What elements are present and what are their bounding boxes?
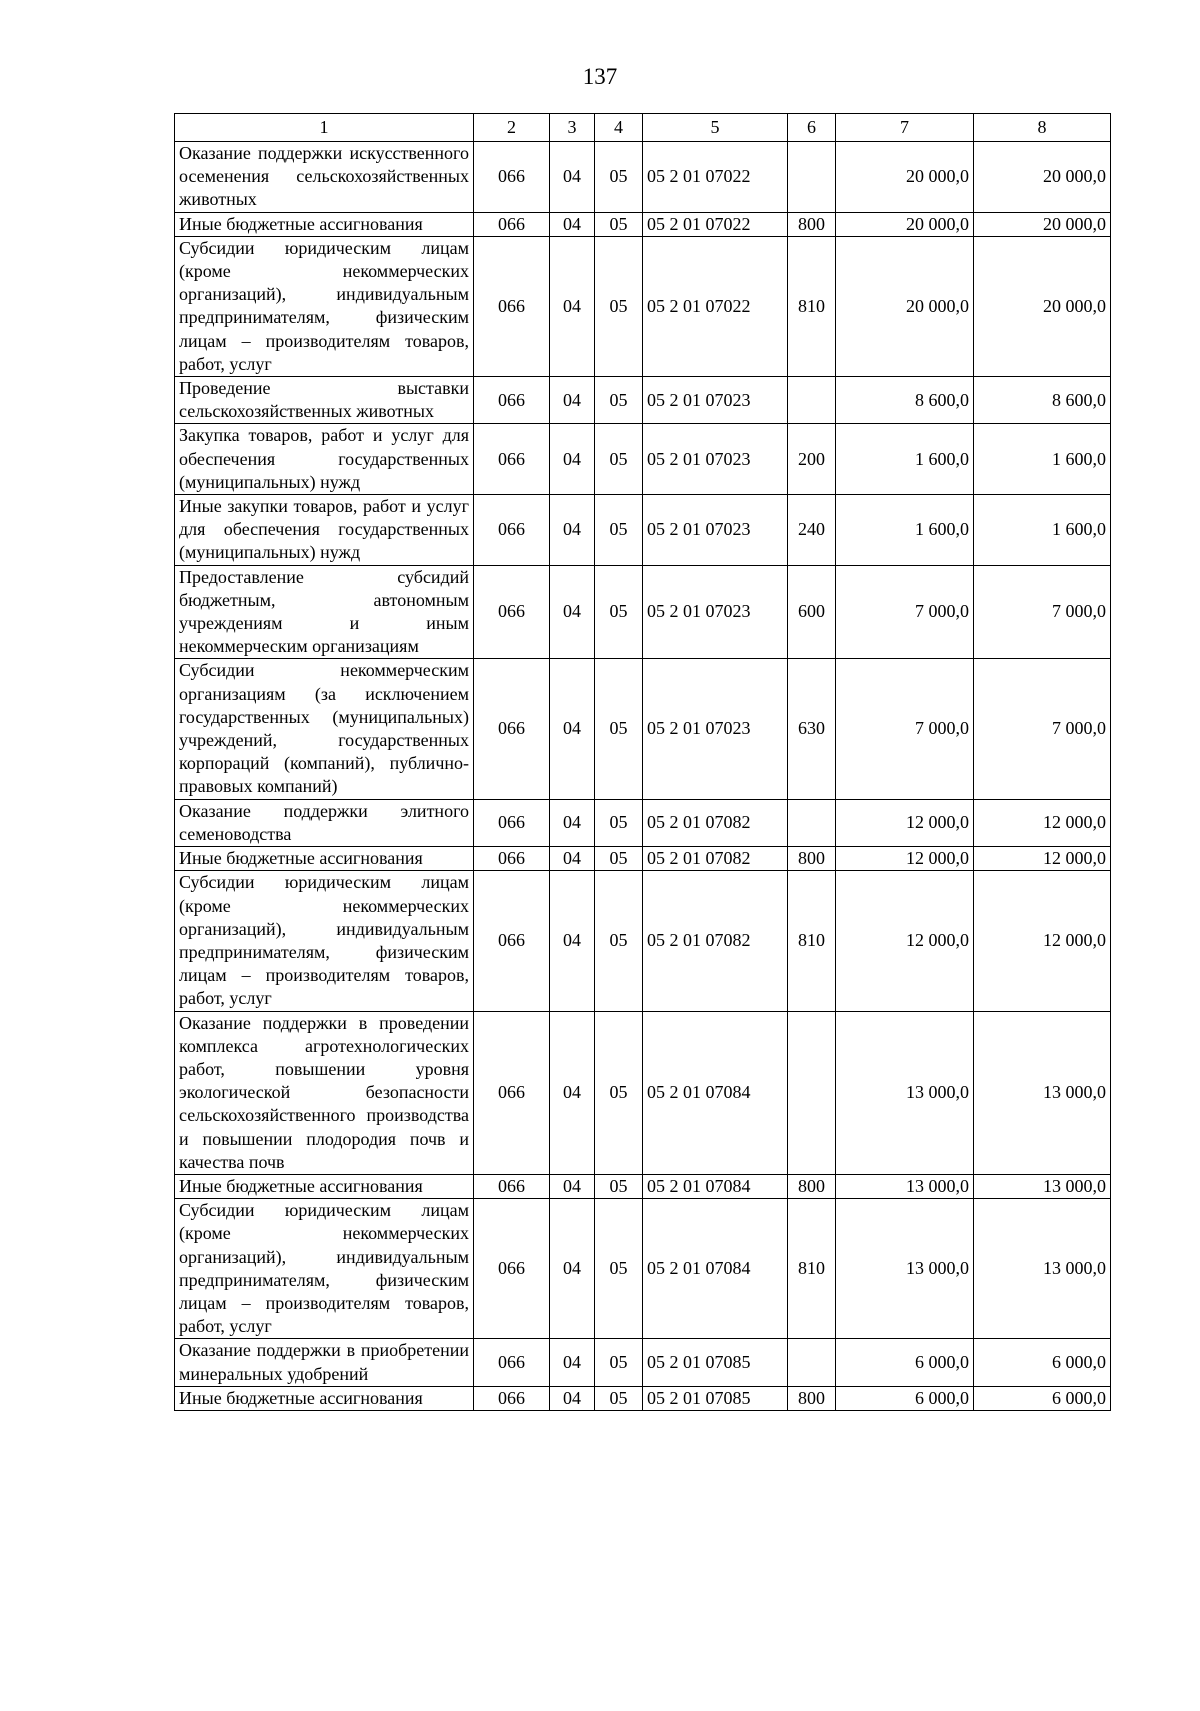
row-admin-code: 066 [474, 1339, 550, 1386]
row-subsection: 05 [595, 871, 643, 1011]
table-row [175, 565, 1111, 659]
row-admin-code: 066 [474, 212, 550, 236]
row-amount-year1: 20 000,0 [836, 236, 974, 376]
row-amount-year1: 12 000,0 [836, 799, 974, 846]
table-row [175, 1174, 1111, 1198]
row-section: 04 [550, 377, 595, 424]
row-name: Предоставление субсидий бюджетным, автономным учреждениям и иным некоммерческим организациям [175, 565, 474, 659]
row-section: 04 [550, 871, 595, 1011]
row-subsection: 05 [595, 1174, 643, 1198]
row-name: Субсидии юридическим лицам (кроме некоммерческих организаций), индивидуальным предпринимателям, физическим лицам – производителям товаров, работ, услуг [175, 871, 474, 1011]
row-target-article: 05 2 01 07023 [643, 424, 788, 495]
row-subsection: 05 [595, 424, 643, 495]
row-target-article: 05 2 01 07082 [643, 871, 788, 1011]
row-expense-type: 800 [788, 1174, 836, 1198]
row-expense-type: 800 [788, 212, 836, 236]
row-section: 04 [550, 212, 595, 236]
row-amount-year2: 6 000,0 [974, 1339, 1111, 1386]
row-amount-year2: 12 000,0 [974, 871, 1111, 1011]
row-amount-year2: 6 000,0 [974, 1386, 1111, 1410]
row-subsection: 05 [595, 1386, 643, 1410]
row-target-article: 05 2 01 07082 [643, 799, 788, 846]
row-amount-year1: 6 000,0 [836, 1386, 974, 1410]
row-expense-type: 600 [788, 565, 836, 659]
budget-table [174, 113, 1111, 1411]
table-row [175, 495, 1111, 566]
table-row [175, 799, 1111, 846]
row-amount-year1: 8 600,0 [836, 377, 974, 424]
table-row [175, 659, 1111, 799]
row-amount-year2: 7 000,0 [974, 565, 1111, 659]
col-header-8: 8 [974, 114, 1111, 142]
table-row [175, 212, 1111, 236]
row-section: 04 [550, 659, 595, 799]
row-name: Оказание поддержки в приобретении минеральных удобрений [175, 1339, 474, 1386]
row-admin-code: 066 [474, 495, 550, 566]
row-amount-year2: 7 000,0 [974, 659, 1111, 799]
row-subsection: 05 [595, 659, 643, 799]
table-row [175, 236, 1111, 376]
row-section: 04 [550, 1174, 595, 1198]
table-body [175, 142, 1111, 1411]
row-name: Иные бюджетные ассигнования [175, 847, 474, 871]
row-name: Оказание поддержки искусственного осеменения сельскохозяйственных животных [175, 142, 474, 213]
row-subsection: 05 [595, 212, 643, 236]
row-amount-year2: 13 000,0 [974, 1011, 1111, 1174]
row-amount-year2: 1 600,0 [974, 495, 1111, 566]
row-expense-type [788, 1011, 836, 1174]
row-name: Иные бюджетные ассигнования [175, 212, 474, 236]
col-header-1: 1 [175, 114, 474, 142]
row-section: 04 [550, 799, 595, 846]
row-subsection: 05 [595, 495, 643, 566]
row-name: Оказание поддержки в проведении комплекса агротехнологических работ, повышении уровня экологической безопасности сельскохозяйственного производства и повышении плодородия почв и качества почв [175, 1011, 474, 1174]
col-header-7: 7 [836, 114, 974, 142]
row-amount-year1: 13 000,0 [836, 1199, 974, 1339]
row-amount-year1: 7 000,0 [836, 565, 974, 659]
row-amount-year2: 1 600,0 [974, 424, 1111, 495]
row-target-article: 05 2 01 07023 [643, 565, 788, 659]
row-admin-code: 066 [474, 236, 550, 376]
row-subsection: 05 [595, 1199, 643, 1339]
row-amount-year1: 1 600,0 [836, 495, 974, 566]
row-admin-code: 066 [474, 799, 550, 846]
row-target-article: 05 2 01 07022 [643, 142, 788, 213]
row-section: 04 [550, 565, 595, 659]
row-amount-year2: 20 000,0 [974, 236, 1111, 376]
row-name: Проведение выставки сельскохозяйственных животных [175, 377, 474, 424]
row-admin-code: 066 [474, 1199, 550, 1339]
row-name: Закупка товаров, работ и услуг для обеспечения государственных (муниципальных) нужд [175, 424, 474, 495]
col-header-6: 6 [788, 114, 836, 142]
row-amount-year1: 7 000,0 [836, 659, 974, 799]
table-row [175, 1339, 1111, 1386]
row-admin-code: 066 [474, 142, 550, 213]
row-name: Субсидии юридическим лицам (кроме некоммерческих организаций), индивидуальным предпринимателям, физическим лицам – производителям товаров, работ, услуг [175, 236, 474, 376]
row-amount-year1: 12 000,0 [836, 871, 974, 1011]
col-header-2: 2 [474, 114, 550, 142]
row-amount-year1: 20 000,0 [836, 142, 974, 213]
row-target-article: 05 2 01 07082 [643, 847, 788, 871]
row-subsection: 05 [595, 142, 643, 213]
table-row [175, 1386, 1111, 1410]
table-row [175, 424, 1111, 495]
col-header-4: 4 [595, 114, 643, 142]
row-name: Субсидии некоммерческим организациям (за исключением государственных (муниципальных) учреждений, государственных корпораций (компаний), публично-правовых компаний) [175, 659, 474, 799]
row-name: Иные бюджетные ассигнования [175, 1174, 474, 1198]
row-target-article: 05 2 01 07023 [643, 659, 788, 799]
row-section: 04 [550, 236, 595, 376]
row-subsection: 05 [595, 847, 643, 871]
row-expense-type [788, 377, 836, 424]
row-amount-year2: 20 000,0 [974, 212, 1111, 236]
row-expense-type: 810 [788, 236, 836, 376]
row-name: Оказание поддержки элитного семеноводства [175, 799, 474, 846]
row-amount-year1: 1 600,0 [836, 424, 974, 495]
row-expense-type [788, 799, 836, 846]
row-subsection: 05 [595, 1339, 643, 1386]
row-section: 04 [550, 1199, 595, 1339]
row-expense-type: 810 [788, 1199, 836, 1339]
row-amount-year2: 12 000,0 [974, 847, 1111, 871]
row-amount-year2: 8 600,0 [974, 377, 1111, 424]
row-section: 04 [550, 1339, 595, 1386]
row-expense-type [788, 142, 836, 213]
row-expense-type: 630 [788, 659, 836, 799]
row-expense-type: 800 [788, 1386, 836, 1410]
row-amount-year2: 20 000,0 [974, 142, 1111, 213]
row-expense-type: 240 [788, 495, 836, 566]
row-admin-code: 066 [474, 1386, 550, 1410]
row-target-article: 05 2 01 07084 [643, 1174, 788, 1198]
row-admin-code: 066 [474, 424, 550, 495]
row-target-article: 05 2 01 07022 [643, 212, 788, 236]
table-row [175, 847, 1111, 871]
row-target-article: 05 2 01 07023 [643, 377, 788, 424]
row-section: 04 [550, 847, 595, 871]
table-row [175, 377, 1111, 424]
row-subsection: 05 [595, 377, 643, 424]
row-amount-year2: 12 000,0 [974, 799, 1111, 846]
col-header-3: 3 [550, 114, 595, 142]
row-expense-type: 200 [788, 424, 836, 495]
table-row [175, 142, 1111, 213]
row-expense-type [788, 1339, 836, 1386]
table-row [175, 871, 1111, 1011]
row-admin-code: 066 [474, 565, 550, 659]
row-target-article: 05 2 01 07085 [643, 1386, 788, 1410]
row-admin-code: 066 [474, 377, 550, 424]
table-row [175, 1199, 1111, 1339]
row-name: Субсидии юридическим лицам (кроме некоммерческих организаций), индивидуальным предпринимателям, физическим лицам – производителям товаров, работ, услуг [175, 1199, 474, 1339]
page-number: 137 [582, 64, 618, 89]
row-name: Иные закупки товаров, работ и услуг для обеспечения государственных (муниципальных) нужд [175, 495, 474, 566]
row-admin-code: 066 [474, 847, 550, 871]
row-admin-code: 066 [474, 1174, 550, 1198]
row-target-article: 05 2 01 07022 [643, 236, 788, 376]
row-amount-year1: 13 000,0 [836, 1174, 974, 1198]
row-amount-year1: 6 000,0 [836, 1339, 974, 1386]
table-row [175, 1011, 1111, 1174]
row-target-article: 05 2 01 07085 [643, 1339, 788, 1386]
row-name: Иные бюджетные ассигнования [175, 1386, 474, 1410]
row-subsection: 05 [595, 799, 643, 846]
row-amount-year2: 13 000,0 [974, 1199, 1111, 1339]
row-target-article: 05 2 01 07084 [643, 1199, 788, 1339]
row-target-article: 05 2 01 07084 [643, 1011, 788, 1174]
row-section: 04 [550, 1011, 595, 1174]
row-admin-code: 066 [474, 1011, 550, 1174]
row-target-article: 05 2 01 07023 [643, 495, 788, 566]
row-expense-type: 810 [788, 871, 836, 1011]
row-amount-year2: 13 000,0 [974, 1174, 1111, 1198]
row-admin-code: 066 [474, 871, 550, 1011]
col-header-5: 5 [643, 114, 788, 142]
row-subsection: 05 [595, 565, 643, 659]
row-expense-type: 800 [788, 847, 836, 871]
row-subsection: 05 [595, 236, 643, 376]
row-section: 04 [550, 142, 595, 213]
row-subsection: 05 [595, 1011, 643, 1174]
header-row [175, 114, 1111, 142]
row-admin-code: 066 [474, 659, 550, 799]
row-amount-year1: 20 000,0 [836, 212, 974, 236]
row-amount-year1: 12 000,0 [836, 847, 974, 871]
row-section: 04 [550, 1386, 595, 1410]
row-section: 04 [550, 424, 595, 495]
row-section: 04 [550, 495, 595, 566]
row-amount-year1: 13 000,0 [836, 1011, 974, 1174]
